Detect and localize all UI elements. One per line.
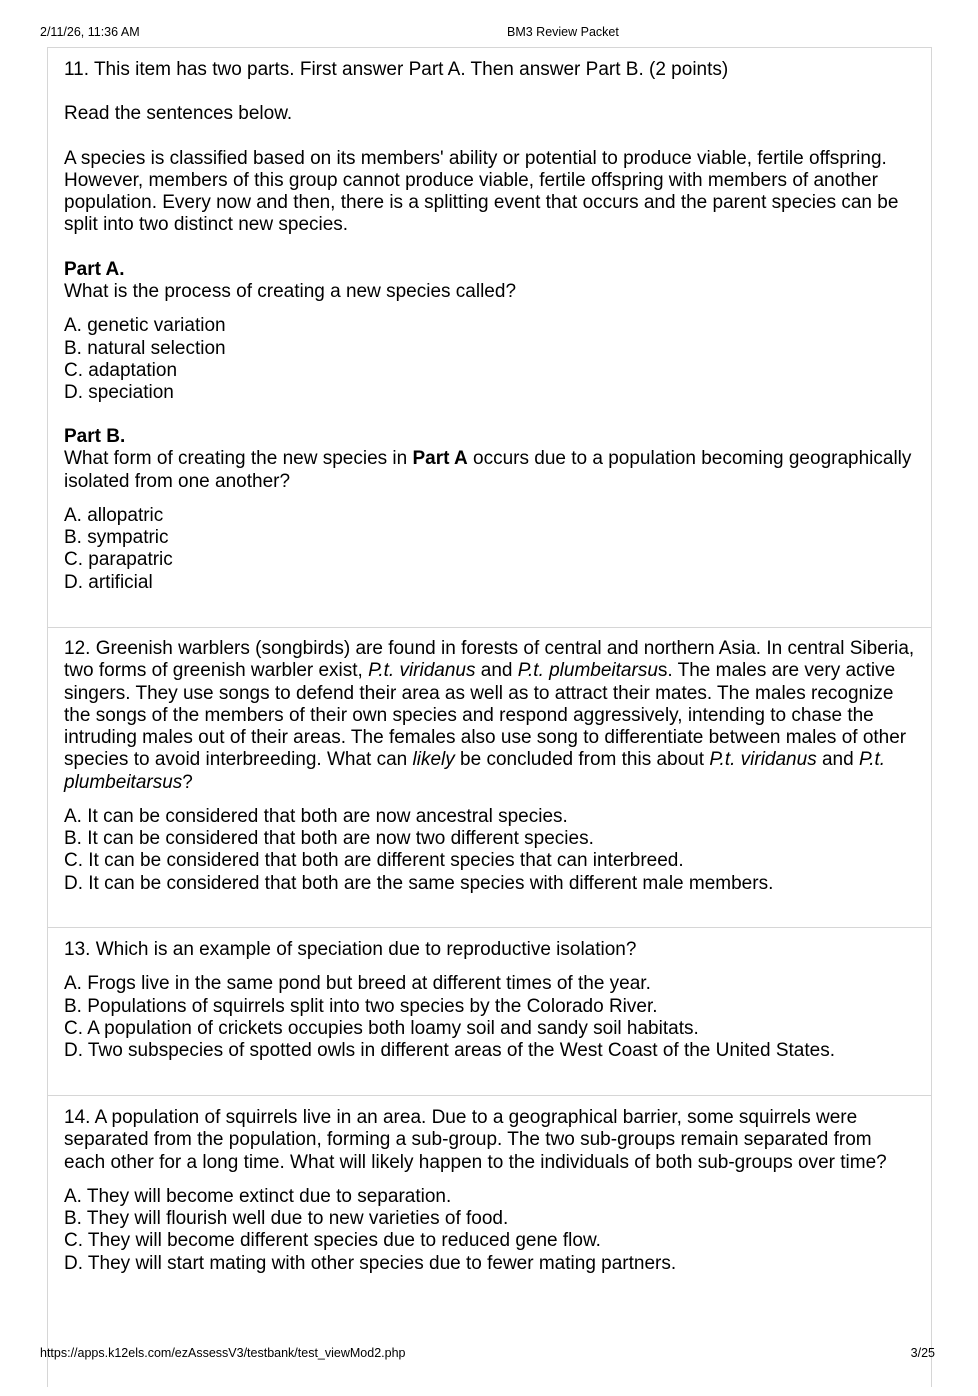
option-c[interactable]: C. A population of crickets occupies both loamy soil and sandy soil habitats. — [64, 1017, 699, 1039]
stem-text: ? — [182, 771, 193, 793]
question-sheet — [47, 47, 932, 1387]
question-14-stem: 14. A population of squirrels live in an area. Due to a geographical barrier, some squirrels were separated from the population, forming a sub-group. The two sub-groups remain separated from each other for a long time. What will likely happen to the individuals of both sub-groups over time? — [64, 1107, 887, 1173]
page-url: https://apps.k12els.com/ezAssessV3/testbank/test_viewMod2.php — [40, 1346, 406, 1360]
option-b[interactable]: B. It can be considered that both are now two different species. — [64, 828, 594, 850]
part-b-option-b[interactable]: B. sympatric — [64, 527, 169, 549]
question-14-options — [64, 1186, 915, 1275]
emphasis-likely: likely — [412, 749, 455, 771]
option-a[interactable]: A. Frogs live in the same pond but breed at different times of the year. — [64, 973, 651, 995]
option-d[interactable]: D. Two subspecies of spotted owls in different areas of the West Coast of the United States. — [64, 1039, 835, 1061]
option-c[interactable]: C. They will become different species due to reduced gene flow. — [64, 1230, 601, 1252]
option-b[interactable]: B. They will flourish well due to new varieties of food. — [64, 1208, 509, 1230]
part-a-option-b[interactable]: B. natural selection — [64, 337, 226, 359]
question-13-options — [64, 973, 915, 1062]
question-13 — [48, 928, 931, 1096]
species-name: P.t. viridanus — [368, 660, 476, 682]
part-a-option-d[interactable]: D. speciation — [64, 381, 174, 403]
question-11-instruction: Read the sentences below. — [64, 103, 293, 125]
part-a-prompt: What is the process of creating a new species called? — [64, 281, 517, 303]
species-name: P.t. plumbeitarsus — [64, 749, 886, 793]
stem-text: s. The males are very active singers. They use songs to defend their area as well as to attract their mates. The males recognize the songs of the members of their own species and respond aggressively, intending to chase the intruding males out of their areas. The females also use song to differentiate between males of other species to avoid interbreeding. What can — [64, 660, 907, 771]
question-11 — [48, 48, 931, 628]
part-a-option-c[interactable]: C. adaptation — [64, 359, 178, 381]
question-11-intro: 11. This item has two parts. First answer Part A. Then answer Part B. (2 points) — [64, 59, 729, 80]
species-name: P.t. plumbeitarsu — [517, 660, 658, 682]
option-a[interactable]: A. It can be considered that both are now ancestral species. — [64, 806, 568, 828]
question-12 — [48, 628, 931, 928]
part-a-reference: Part A — [412, 448, 468, 470]
option-b[interactable]: B. Populations of squirrels split into two species by the Colorado River. — [64, 995, 658, 1017]
part-b-option-a[interactable]: A. allopatric — [64, 505, 164, 527]
part-a-label: Part A. — [64, 258, 125, 280]
stem-text: and — [475, 660, 518, 682]
part-b-option-c[interactable]: C. parapatric — [64, 549, 173, 571]
part-a-options — [64, 315, 915, 404]
option-d[interactable]: D. It can be considered that both are the same species with different male members. — [64, 872, 774, 894]
document-title: BM3 Review Packet — [507, 25, 619, 39]
part-b-label: Part B. — [64, 426, 126, 448]
species-name: P.t. viridanus — [709, 749, 817, 771]
page-number: 3/25 — [910, 1346, 935, 1360]
option-c[interactable]: C. It can be considered that both are different species that can interbreed. — [64, 850, 684, 872]
stem-text: and — [816, 749, 859, 771]
print-datetime: 2/11/26, 11:36 AM — [40, 25, 140, 39]
option-a[interactable]: A. They will become extinct due to separation. — [64, 1185, 452, 1207]
part-b-prompt-text-end: occurs due to a population becoming geographically isolated from one another? — [64, 448, 912, 492]
question-13-stem: 13. Which is an example of speciation due to reproductive isolation? — [64, 939, 637, 960]
part-a-option-a[interactable]: A. genetic variation — [64, 315, 226, 337]
stem-text: be concluded from this about — [454, 749, 710, 771]
stem-text: 12. Greenish warblers (songbirds) are found in forests of central and northern Asia. In central Siberia, two forms of greenish warbler exist, — [64, 638, 915, 682]
part-b-prompt — [64, 448, 915, 493]
question-12-options — [64, 806, 915, 895]
question-11-passage: A species is classified based on its members' ability or potential to produce viable, fertile offspring. However, members of this group cannot produce viable, fertile offspring with members of another population. Every now and then, there is a splitting event that occurs and the parent species can be split into two distinct new species. — [64, 147, 899, 236]
part-b-prompt-text: What form of creating the new species in — [64, 448, 413, 470]
part-b-options — [64, 505, 915, 594]
part-b-option-d[interactable]: D. artificial — [64, 571, 153, 593]
question-12-stem — [64, 638, 915, 794]
option-d[interactable]: D. They will start mating with other species due to fewer mating partners. — [64, 1252, 677, 1274]
